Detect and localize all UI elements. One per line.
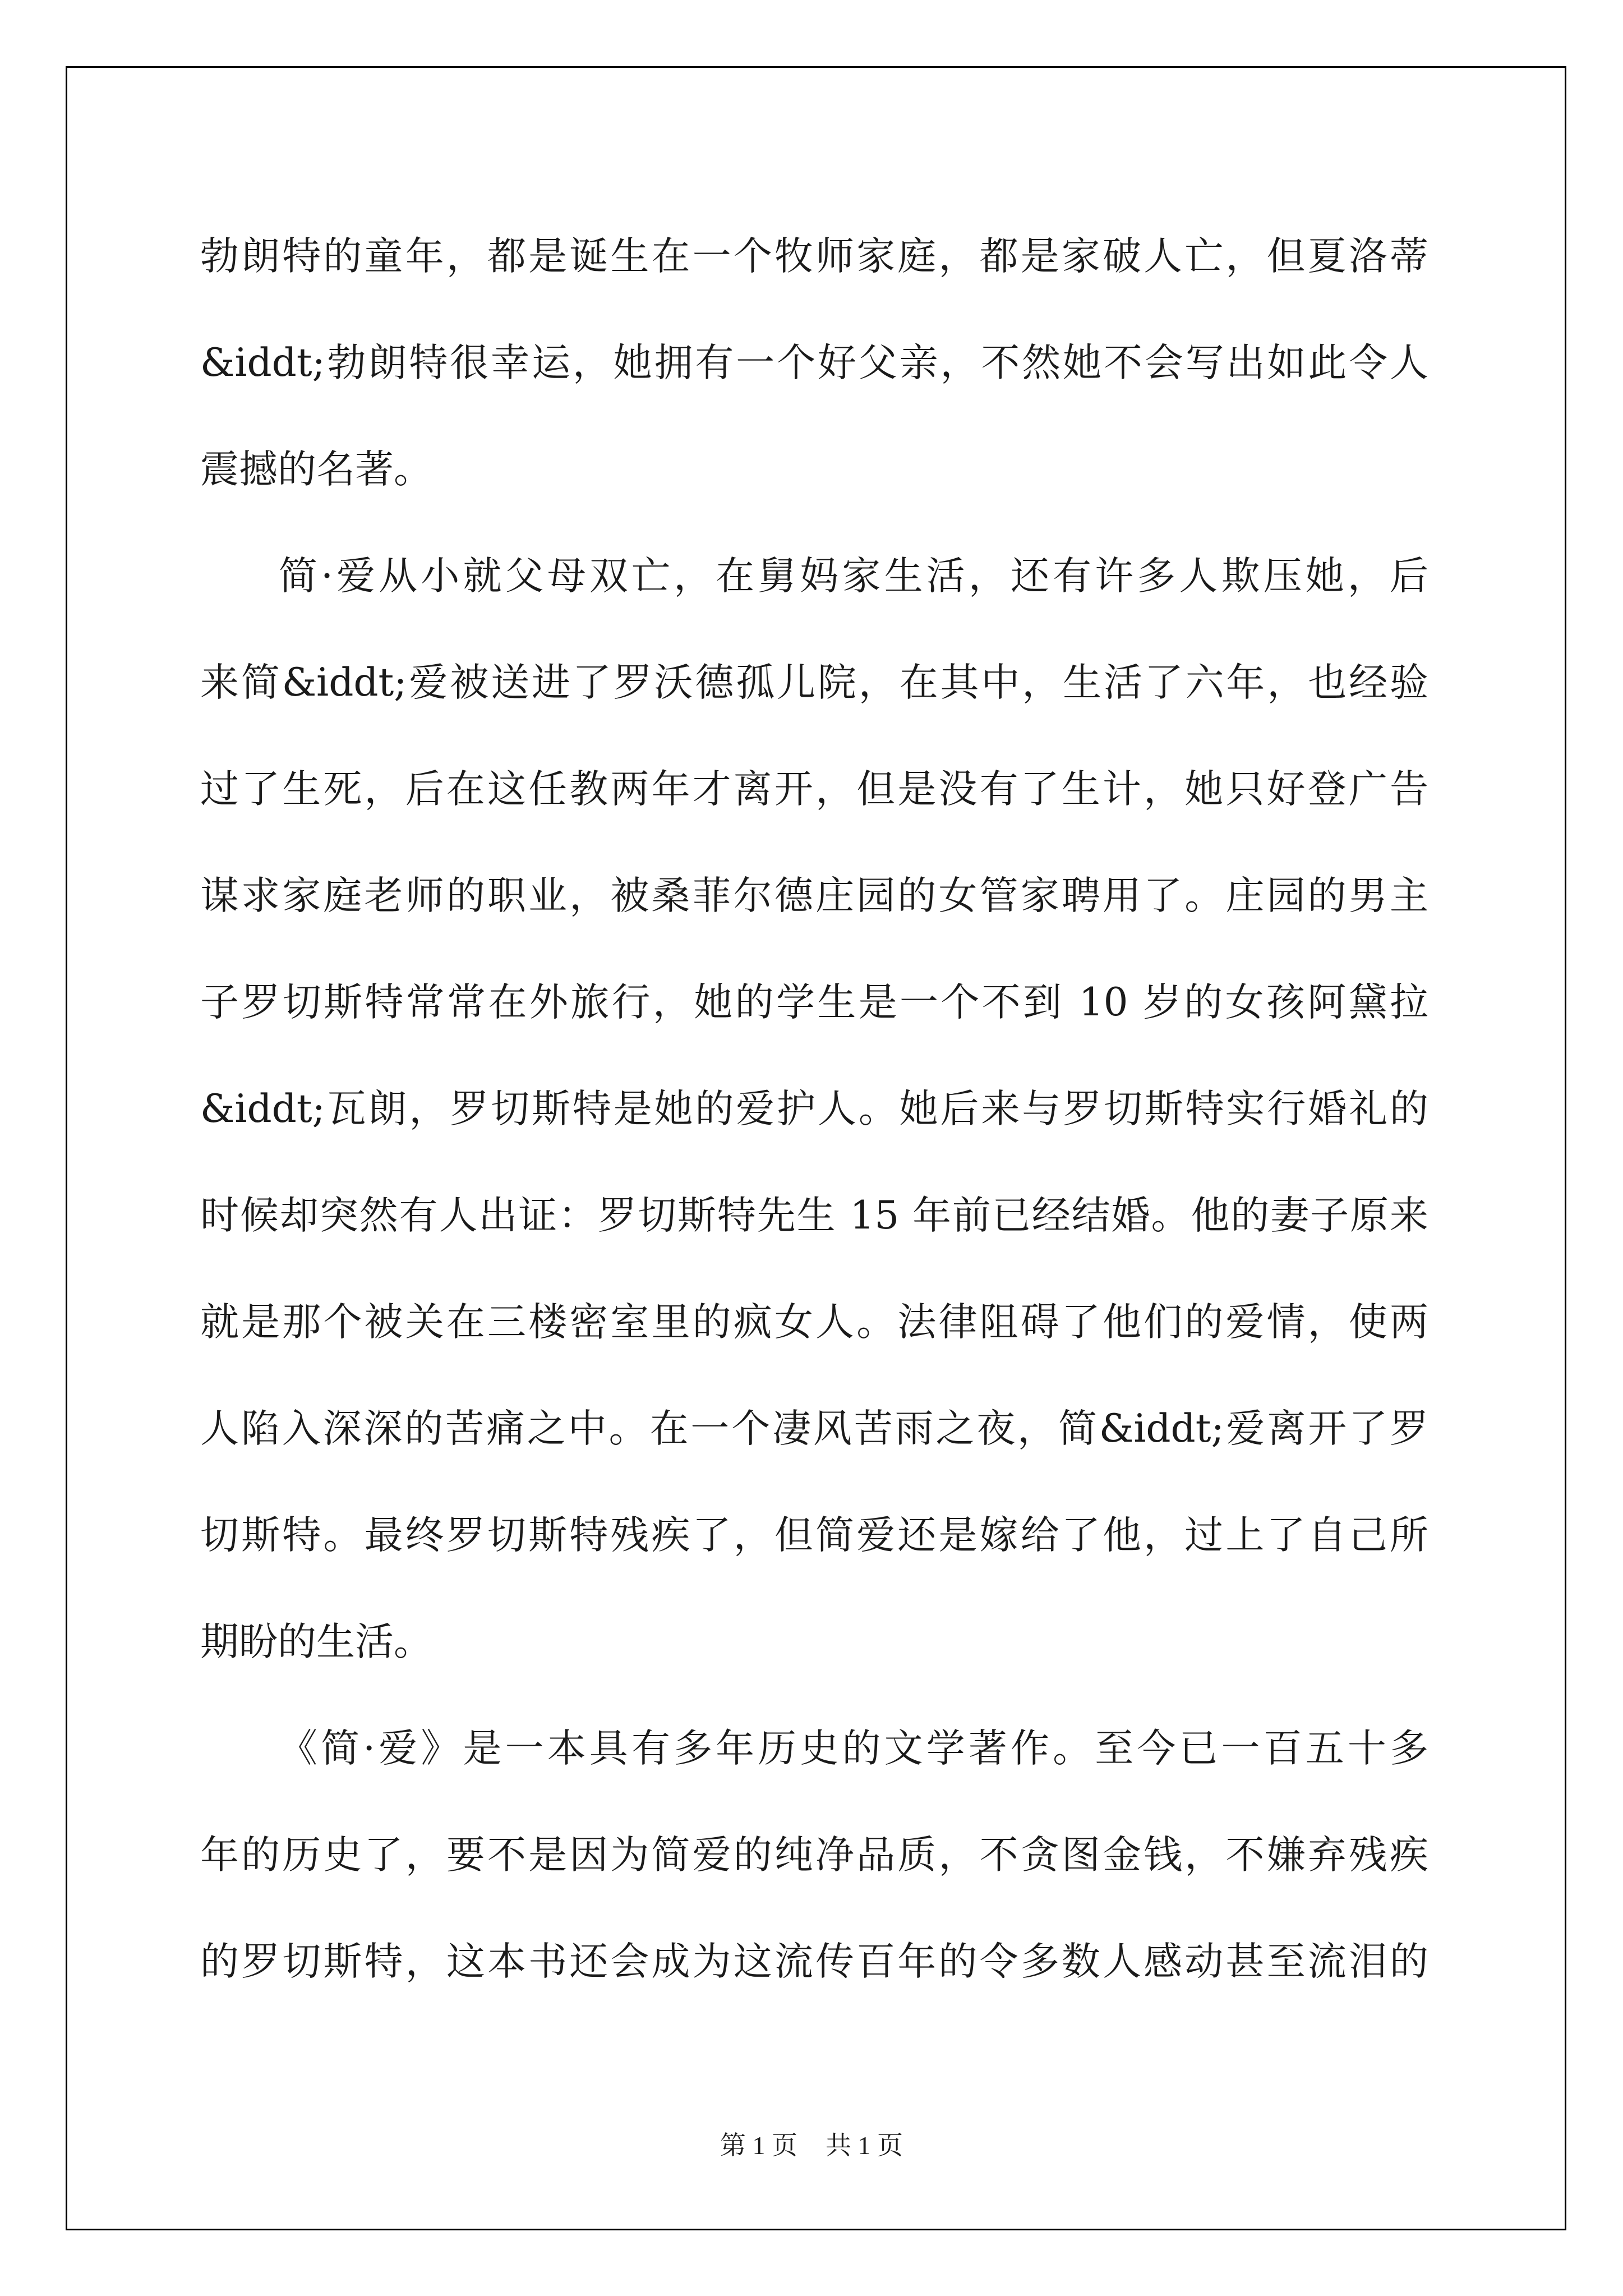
- page-total: 共 1 页: [826, 2131, 903, 2160]
- text-line: &iddt;瓦朗，罗切斯特是她的爱护人。她后来与罗切斯特实行婚礼的: [200, 1087, 1428, 1131]
- text-line: 期盼的生活。: [200, 1619, 432, 1664]
- text-line: 时候却突然有人出证：罗切斯特先生 15 年前已经结婚。他的妻子原来: [200, 1193, 1428, 1238]
- text-line: 过了生死，后在这任教两年才离开，但是没有了生计，她只好登广告: [200, 767, 1428, 812]
- text-line: 人陷入深深的苦痛之中。在一个凄风苦雨之夜，简&iddt;爱离开了罗: [200, 1406, 1428, 1451]
- text-line: 子罗切斯特常常在外旅行，她的学生是一个不到 10 岁的女孩阿黛拉: [200, 980, 1428, 1025]
- paragraph-first-line: 《简·爱》是一本具有多年历史的文学著作。至今已一百五十多: [279, 1726, 1428, 1771]
- text-line: 的罗切斯特，这本书还会成为这流传百年的令多数人感动甚至流泪的: [200, 1939, 1428, 1984]
- document-body: [200, 203, 1428, 2015]
- text-line: 来简&iddt;爱被送进了罗沃德孤儿院，在其中，生活了六年，也经验: [200, 660, 1428, 705]
- page-footer: [0, 2129, 1623, 2162]
- text-line: 勃朗特的童年，都是诞生在一个牧师家庭，都是家破人亡，但夏洛蒂: [200, 234, 1428, 279]
- text-line: 就是那个被关在三楼密室里的疯女人。法律阻碍了他们的爱情，使两: [200, 1300, 1428, 1345]
- text-line: 切斯特。最终罗切斯特残疾了，但简爱还是嫁给了他，过上了自己所: [200, 1513, 1428, 1558]
- text-line: 年的历史了，要不是因为简爱的纯净品质，不贪图金钱，不嫌弃残疾: [200, 1833, 1428, 1878]
- text-line: &iddt;勃朗特很幸运，她拥有一个好父亲，不然她不会写出如此令人: [200, 341, 1428, 385]
- page-number: 第 1 页: [720, 2131, 797, 2160]
- paragraph-first-line: 简·爱从小就父母双亡，在舅妈家生活，还有许多人欺压她，后: [279, 554, 1428, 599]
- text-line: 谋求家庭老师的职业，被桑菲尔德庄园的女管家聘用了。庄园的男主: [200, 873, 1428, 918]
- text-line: 震撼的名著。: [200, 447, 432, 492]
